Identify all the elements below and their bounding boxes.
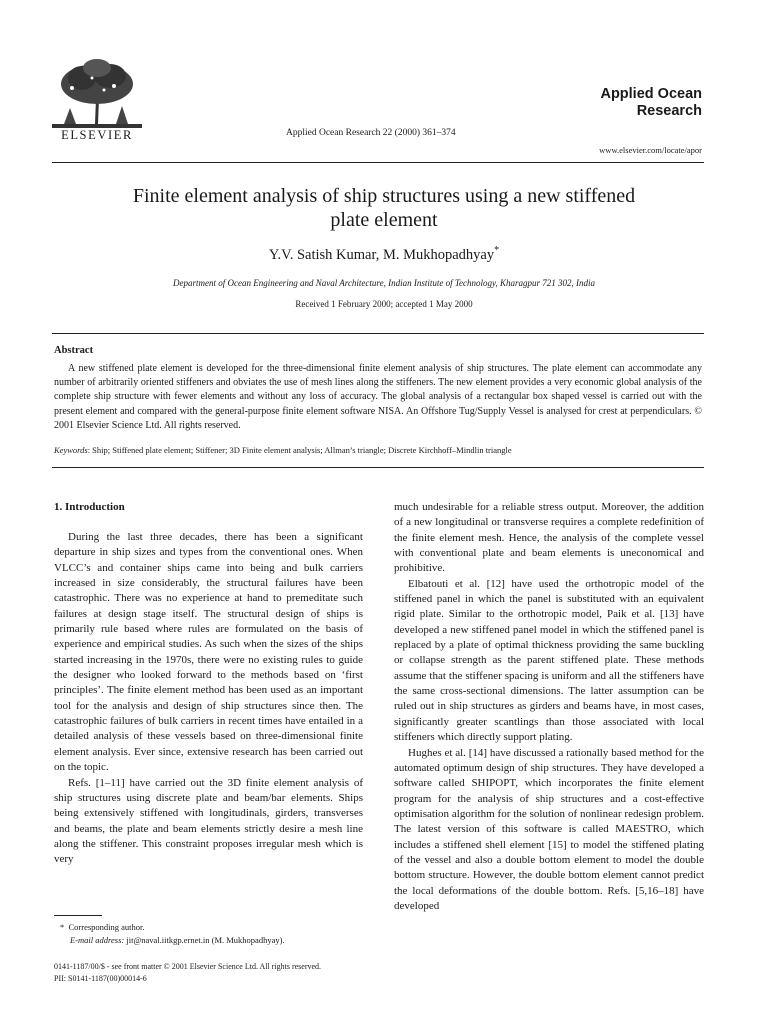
footnote bbox=[60, 921, 285, 947]
copyright-line: 0141-1187/00/$ - see front matter © 2001 Elsevier Science Ltd. All rights reserved. bbox=[54, 962, 322, 971]
paper-title-line1: Finite element analysis of ship structures using a new stiffened bbox=[132, 185, 636, 207]
corresponding-author-mark: * bbox=[494, 245, 500, 256]
footnote-mark: * bbox=[60, 922, 65, 932]
email-label: E-mail address: bbox=[70, 935, 125, 945]
journal-brand-line2: Research bbox=[636, 103, 702, 119]
abstract-body: A new stiffened plate element is developed for the three-dimensional finite element analysis of ship structures. The plate element can accommodate any number of arbitrarily oriented stiffeners and obviates the use of mesh lines along the stiffeners. The new element provides a very economic global analysis of the complete ship structure with fewer elements and without any loss of accuracy. The global analysis of a rectangular box shaped vessel is carried out with the present element and compared with the general-purpose finite element software NISA. An Offshore Tug/Supply Vessel is analysed for crest at perpendiculars. © 2001 Elsevier Science Ltd. All rights reserved. bbox=[54, 363, 702, 431]
author-names: Y.V. Satish Kumar, M. Mukhopadhyay bbox=[268, 246, 495, 263]
header-divider bbox=[52, 162, 704, 163]
paragraph: much undesirable for a reliable stress output. Moreover, the addition of a new longitudinal or transverse requires a complete redefinition of the finite element mesh. Hence, the analysis of the complete vessel with conventional plate and beam elements is uneconomical and prohibitive. bbox=[394, 501, 704, 575]
pii-line: PII: S0141-1187(00)00014-6 bbox=[54, 974, 147, 983]
paper-title-line2: plate element bbox=[330, 209, 438, 231]
elsevier-tree-icon bbox=[52, 58, 142, 130]
paragraph: Refs. [1–11] have carried out the 3D finite element analysis of ship structures using discrete plate and beam/bar elements. Ships being extensively stiffened with longitudinals, girders, transverses and beams, the plate and beam elements strictly desire a mesh line along the stiffener. This constraint proposes irregular mesh which is very bbox=[54, 776, 363, 866]
journal-url[interactable]: www.elsevier.com/locate/apor bbox=[599, 145, 702, 155]
publisher-name: ELSEVIER bbox=[61, 128, 133, 142]
keywords-list: : Ship; Stiffened plate element; Stiffener; 3D Finite element analysis; Allman’s triangle; Discrete Kirchhoff–Mindlin triangle bbox=[87, 445, 512, 455]
left-column bbox=[54, 530, 363, 868]
paragraph: During the last three decades, there has been a significant departure in ship sizes and types from the conventional ones. When VLCC’s and container ships came into being and bulk carriers increased in size considerably, the structural failures have been catastrophic. There was no experience at hand to premeditate such failures at design stage itself. The structural design of ships is primarily rule based where rules are formulated on the basis of experience and empirical studies. As such when the sizes of the ships started increasing in the 1970s, there were no existing rules to guide the designer who looked forward to the methods based on ‘first principles’. The finite element method has been used as an important tool for the analysis and design of ship structures since then. The catastrophic failures of bulk carriers in recent times have entailed in a detailed analysis of these vessels based on three-dimensional finite element analysis. Ever since, extensive research has been carried out on the topic. bbox=[54, 531, 363, 774]
abstract-heading: Abstract bbox=[54, 345, 94, 356]
footnote-divider bbox=[54, 915, 102, 916]
received-dates: Received 1 February 2000; accepted 1 May 2000 bbox=[295, 299, 473, 309]
abstract-top-divider bbox=[52, 333, 704, 334]
paragraph: Hughes et al. [14] have discussed a rationally based method for the automated optimum design of ship structures. They have developed a software called SHIPOPT, which incorporates the finite element program for the analysis of ship structures and a cost-effective optimisation algorithm for the solution of nonlinear redesign problem. The latest version of this software is called MAESTRO, which includes a stiffened shell element [15] to model the stiffened plating of the vessel and also a double bottom element to model the double bottom structure. However, the double bottom element cannot predict the local deformations of the double bottom. Refs. [5,16–18] have developed bbox=[394, 746, 704, 912]
email-address[interactable]: jit@naval.iitkgp.ernet.in (M. Mukhopadhyay). bbox=[126, 935, 285, 945]
abstract-bottom-divider bbox=[52, 467, 704, 468]
paragraph: Elbatouti et al. [12] have used the orthotropic model of the stiffened panel in which the panel is substituted with an equivalent rigid plate. Similar to the orthotropic model, Paik et al. [13] have developed a new stiffened panel model in which the stiffened panel is replaced by a plate of optimal thickness providing the same buckling or collapse strength as the parent stiffened plate. These methods assume that the stiffener spacing is uniform and all the stiffeners have the same cross-sectional dimensions. The latter assumption can be ruled out in ship structures as girders and beams have, in most cases, significantly greater scantlings than those associated with local stiffeners which directly support plating. bbox=[394, 577, 704, 744]
right-column bbox=[394, 500, 704, 914]
journal-brand-line1: Applied Ocean bbox=[600, 86, 702, 102]
paper-title bbox=[70, 184, 698, 232]
journal-citation: Applied Ocean Research 22 (2000) 361–374 bbox=[286, 128, 456, 138]
authors bbox=[70, 245, 698, 264]
journal-brand bbox=[560, 86, 702, 120]
affiliation: Department of Ocean Engineering and Naval Architecture, Indian Institute of Technology, Kharagpur 721 302, India bbox=[172, 278, 596, 288]
keywords bbox=[54, 445, 702, 455]
footnote-text: Corresponding author. bbox=[68, 922, 145, 932]
front-matter bbox=[54, 961, 321, 985]
section-heading-introduction: 1. Introduction bbox=[54, 501, 125, 513]
keywords-label: Keywords bbox=[54, 445, 88, 455]
